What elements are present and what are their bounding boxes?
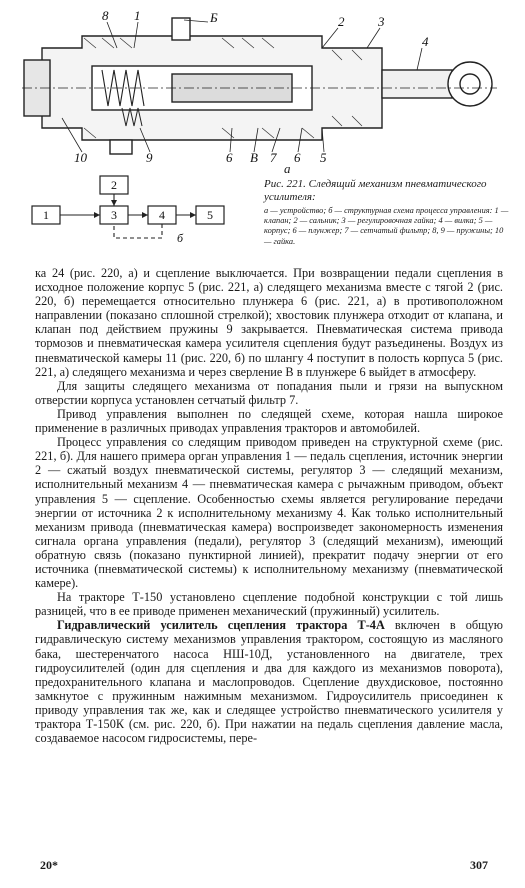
label-8: 8 xyxy=(102,8,109,23)
section-heading: Гидравлический усилитель сцепления трактора Т-4А xyxy=(57,618,385,633)
paragraph-6 xyxy=(35,618,503,745)
label-3: 3 xyxy=(378,14,385,29)
paragraph-2: Для защиты следящего механизма от попадания пыли и грязи на выпускном отверстии корпуса установлен сетчатый фильтр 7. xyxy=(35,378,503,407)
label-b-upper: Б xyxy=(210,10,218,25)
paragraph-5: На тракторе Т-150 установлено сцепление подобной конструкции с той лишь разницей, что в ее приводе применен механический (пружинный) усилитель. xyxy=(35,590,503,619)
label-1: 1 xyxy=(134,8,141,23)
mechanism-drawing xyxy=(22,8,502,168)
signature-mark: 20* xyxy=(40,858,58,872)
label-6b: 6 xyxy=(294,150,301,165)
page-number: 307 xyxy=(470,858,488,872)
caption-title: Рис. 221. Следящий механизм пневматического усилителя: xyxy=(264,178,487,203)
label-v: В xyxy=(250,150,258,165)
structural-scheme xyxy=(28,172,258,252)
figure-caption xyxy=(264,178,509,247)
label-7: 7 xyxy=(270,150,277,165)
label-4: 4 xyxy=(422,34,429,49)
section-text: включен в общую гидравлическую систему механизмов управления трактором, состоящую из масляного бака, шестеренчатого насоса НШ-10Д, установленного на двигателе, трех гидроусилителей (один для сцепления и два для каждого из механизмов поворота), предохранительного клапана и маслопроводов. Сцепление двухдисковое, постоянно замкнутое с пружинным нажимным механизмом. Гидроусилитель присоединен к приводу управления так же, как и следящее устройство пневматического усилителя у трактора Т-150К (см. рис. 220, б). При нажатии на педаль сцепления давление масла, создаваемое насосом гидросистемы, пере- xyxy=(35,618,503,746)
label-9: 9 xyxy=(146,150,153,165)
paragraph-1: ка 24 (рис. 220, а) и сцепление выключается. При возвращении педали сцепления в исходное положение корпус 5 (рис. 221, а) следящего механизма вместе с тягой 2 (рис. 220, б) перемещается относительно плунжера 6 (рис. 221, а) в противоположном направлении (показано сплошной стрелкой); хвостовик плунжера отходит от клапана, и клапан под действием пружины 9 закрывается. Пневматическая система привода тормозов и пневматическая камера усилителя сцепления будут разъединены. Воздух из пневматической камеры 11 (рис. 220, б) по шлангу 4 поступит в полость корпуса 5 (рис. 221, а) следящего механизма и через сверление В в плунжере 6 выйдет в атмосферу. xyxy=(35,266,503,379)
scheme-letter-b: б xyxy=(176,231,184,245)
paragraph-4: Процесс управления со следящим приводом приведен на структурной схеме (рис. 221, б). Для нашего примера орган управления 1 — педаль сцепления, источник энергии 2 — сжатый воздух пневматической системы, регулятор 3 — следящий механизм, исполнительный механизм 4 — пневматическая камера с рычажным приводом, объект управления 5 — сцепление. Особенностью схемы является регулирование передачи энергии от источника 2 к исполнительному механизму 4. Как только исполнительный механизм привода (пневматическая камера) воспроизведет закономерность изменения сигнала органа управления (педали), регулятор 3 (следящий механизм), имеющий обратную связь (показано пунктирной линией), прекратит подачу энергии от его источника (пневматической системы) к исполнительному механизму (пневматической камере). xyxy=(35,435,503,591)
scheme-label-3: 3 xyxy=(111,208,117,222)
paragraph-3: Привод управления выполнен по следящей схеме, которая нашла широкое применение в различных приводах управления тракторов и автомобилей. xyxy=(35,406,503,436)
figure-letter-a: а xyxy=(284,161,291,176)
label-2: 2 xyxy=(338,14,345,29)
caption-legend: а — устройство; б — структурная схема процесса управления: 1 — клапан; 2 — сальник; 3 — регулировочная гайка; 4 — вилка; 5 — корпус; 6 — плунжер; 7 — сетчатый фильтр; 8, 9 — пружины; 10 — гайка. xyxy=(264,206,509,246)
scheme-label-5: 5 xyxy=(207,208,213,222)
label-10: 10 xyxy=(74,150,87,165)
label-6: 6 xyxy=(226,150,233,165)
body-text xyxy=(35,266,503,745)
scheme-label-4: 4 xyxy=(159,208,165,222)
label-5: 5 xyxy=(320,150,327,165)
scheme-label-1: 1 xyxy=(43,208,49,222)
scheme-label-2: 2 xyxy=(111,178,117,192)
